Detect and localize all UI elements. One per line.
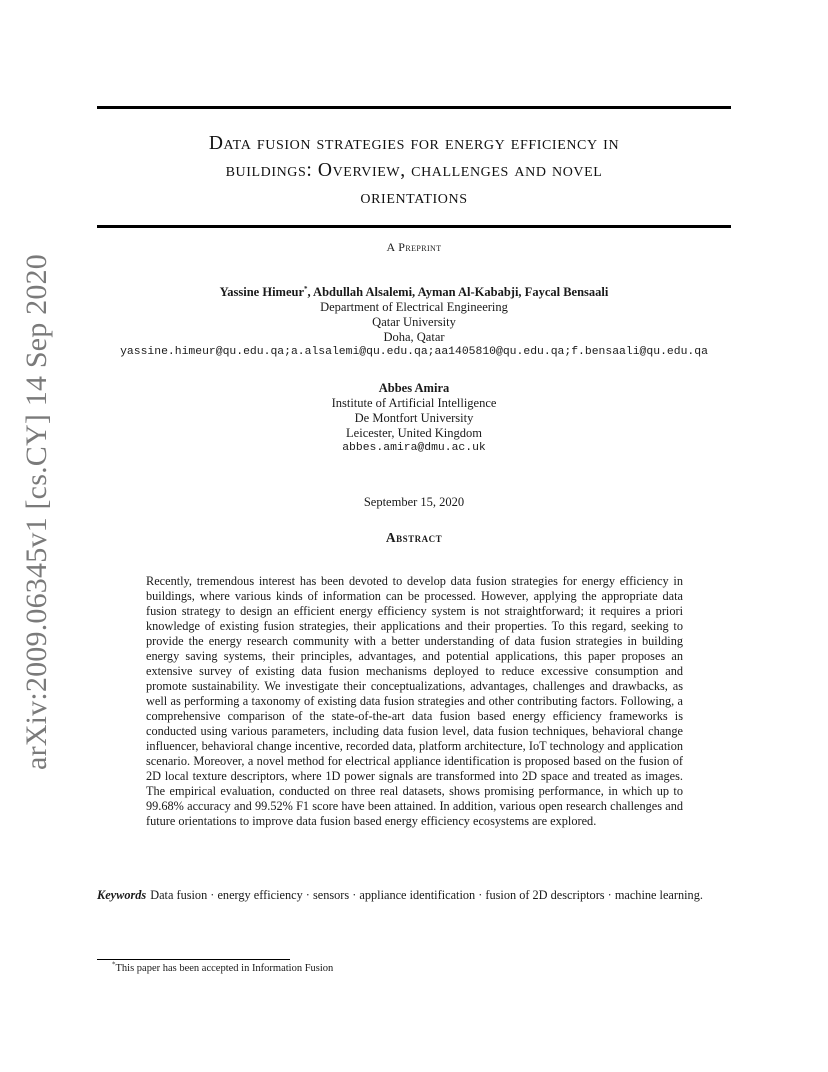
keywords-label: Keywords: [97, 888, 147, 902]
publication-date: September 15, 2020: [363, 495, 465, 509]
footnote-mark: *: [112, 960, 116, 969]
footnote-text: This paper has been accepted in Information Fusion: [115, 963, 334, 974]
keywords-section: [97, 888, 731, 903]
first-author-name: Yassine Himeur: [219, 285, 304, 299]
author-university: De Montfort University: [354, 411, 474, 425]
title-bottom-rule: [97, 225, 731, 228]
preprint-label: A Preprint: [386, 240, 442, 254]
title-top-rule: [97, 106, 731, 109]
author-name: Abbes Amira: [378, 381, 450, 395]
author-city: Leicester, United Kingdom: [346, 426, 482, 440]
footnote: [112, 960, 334, 974]
footnote-rule: [97, 959, 290, 960]
abstract-heading: Abstract: [385, 530, 443, 545]
author-names: [60, 285, 768, 300]
arxiv-identifier-stamp: arXiv:2009.06345v1 [cs.CY] 14 Sep 2020: [20, 254, 53, 770]
author-email: abbes.amira@dmu.ac.uk: [342, 442, 486, 454]
paper-title: [97, 130, 731, 211]
abstract-text: Recently, tremendous interest has been devoted to develop data fusion strategies for energy efficiency in buildings, where various kinds of information can be processed. However, applying the appropriate data fusion strategy to design an efficient energy efficiency system is not straightforward; it requires a priori knowledge of existing fusion strategies, their applications and their properties. To this regard, seeking to provide the energy research community with a better understanding of data fusion strategies in building energy saving systems, their principles, advantages, and potential applications, this paper proposes an extensive survey of existing data fusion mechanisms deployed to reduce excessive consumption and promote sustainability. We investigate their conceptualizations, advantages, challenges and drawbacks, as well as performing a taxonomy of existing data fusion strategies and other contributing factors. Following, a comprehensive comparison of the state-of-the-art data fusion based energy efficiency frameworks is conducted using various parameters, including data fusion level, data fusion techniques, behavioral change influencer, behavioral change incentive, recorded data, platform architecture, IoT technology and application scenario. Moreover, a novel method for electrical appliance identification is proposed based on the fusion of 2D local texture descriptors, where 1D power signals are transformed into 2D space and treated as images. The empirical evaluation, conducted on three real datasets, shows promising performance, in which up to 99.68% accuracy and 99.52% F1 score have been attained. In addition, various open research challenges and future orientations to improve data fusion based energy efficiency ecosystems are explored.: [146, 574, 683, 828]
author-block-secondary: [60, 381, 768, 456]
author-university: Qatar University: [372, 315, 456, 329]
author-block-primary: [60, 285, 768, 360]
coauthor-names: , Abdullah Alsalemi, Ayman Al-Kababji, Faycal Bensaali: [307, 285, 609, 299]
keywords-text: Data fusion · energy efficiency · sensors · appliance identification · fusion of 2D descriptors · machine learning.: [150, 888, 703, 902]
author-emails: yassine.himeur@qu.edu.qa;a.alsalemi@qu.edu.qa;aa1405810@qu.edu.qa;f.bensaali@qu.edu.qa: [120, 346, 708, 358]
author-city: Doha, Qatar: [383, 330, 445, 344]
author-institute: Institute of Artificial Intelligence: [331, 396, 497, 410]
corresponding-author-mark: *: [304, 284, 308, 293]
title-line-3: orientations: [360, 187, 468, 208]
title-line-1: Data fusion strategies for energy efficiency in: [208, 133, 620, 154]
author-department: Department of Electrical Engineering: [320, 300, 508, 314]
title-line-2: buildings: Overview, challenges and novel: [225, 160, 603, 181]
